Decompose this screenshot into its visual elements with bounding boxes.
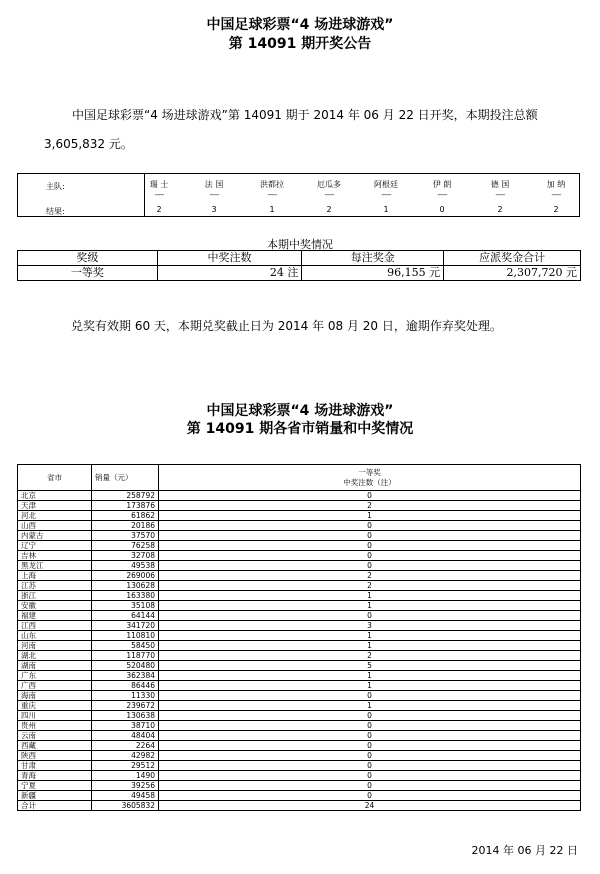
sales-header-prize-level: 一等奖 xyxy=(358,467,381,477)
prize-header-row xyxy=(18,251,581,266)
announcement-subtitle: 第 14091 期开奖公告 xyxy=(228,36,372,52)
sales-winners: 0 xyxy=(159,691,581,701)
sales-winners: 0 xyxy=(159,791,581,801)
sales-amount: 49538 xyxy=(92,561,159,571)
sales-winners: 1 xyxy=(159,641,581,651)
sales-amount: 39256 xyxy=(92,781,159,791)
prize-header-level: 奖级 xyxy=(18,251,158,266)
match-dash: ------ xyxy=(209,191,219,199)
sales-winners: 1 xyxy=(159,511,581,521)
match-dash: ------ xyxy=(551,191,561,199)
sales-amount: 3605832 xyxy=(92,801,159,811)
sales-amount: 20186 xyxy=(92,521,159,531)
sales-row xyxy=(18,541,581,551)
sales-province: 广西 xyxy=(18,681,92,691)
sales-province: 青海 xyxy=(18,771,92,781)
sales-province: 合计 xyxy=(18,801,92,811)
sales-province: 湖南 xyxy=(18,661,92,671)
sales-row xyxy=(18,631,581,641)
sales-amount: 42982 xyxy=(92,751,159,761)
province-sales-table xyxy=(17,464,581,811)
sales-province: 黑龙江 xyxy=(18,561,92,571)
sales-winners: 0 xyxy=(159,561,581,571)
match-team: 加 纳 xyxy=(546,180,566,189)
sales-winners: 0 xyxy=(159,711,581,721)
prize-row xyxy=(18,266,581,281)
sales-row xyxy=(18,571,581,581)
sales-row xyxy=(18,731,581,741)
match-dash: ------ xyxy=(381,191,391,199)
sales-province: 辽宁 xyxy=(18,541,92,551)
match-score: 2 xyxy=(326,205,332,214)
prize-count: 24 注 xyxy=(157,266,302,281)
sales-header-amount: 销量（元） xyxy=(92,465,159,491)
sales-province: 河北 xyxy=(18,511,92,521)
sales-amount: 58450 xyxy=(92,641,159,651)
prize-level: 一等奖 xyxy=(18,266,158,281)
result-label: 结果: xyxy=(46,207,65,216)
sales-amount: 76258 xyxy=(92,541,159,551)
sales-province: 天津 xyxy=(18,501,92,511)
sales-row xyxy=(18,601,581,611)
sales-amount: 258792 xyxy=(92,491,159,501)
sales-winners: 0 xyxy=(159,551,581,561)
sales-winners: 0 xyxy=(159,771,581,781)
sales-row xyxy=(18,751,581,761)
sales-winners: 0 xyxy=(159,781,581,791)
sales-row xyxy=(18,701,581,711)
sales-amount: 35108 xyxy=(92,601,159,611)
sales-province: 宁夏 xyxy=(18,781,92,791)
match-score: 1 xyxy=(269,205,275,214)
sales-amount: 173876 xyxy=(92,501,159,511)
prize-table xyxy=(17,250,581,281)
sales-amount: 86446 xyxy=(92,681,159,691)
announcement-date: 2014 年 06 月 22 日 xyxy=(471,844,578,857)
match-score: 2 xyxy=(497,205,503,214)
sales-amount: 61862 xyxy=(92,511,159,521)
prize-header-total: 应派奖金合计 xyxy=(444,251,581,266)
sales-amount: 269006 xyxy=(92,571,159,581)
sales-winners: 0 xyxy=(159,491,581,501)
sales-row xyxy=(18,791,581,801)
match-team: 厄瓜多 xyxy=(317,180,341,189)
sales-row xyxy=(18,561,581,571)
sales-winners: 0 xyxy=(159,731,581,741)
sales-province: 四川 xyxy=(18,711,92,721)
sales-row xyxy=(18,691,581,701)
sales-winners: 0 xyxy=(159,531,581,541)
sales-row xyxy=(18,521,581,531)
sales-province: 新疆 xyxy=(18,791,92,801)
sales-amount: 49458 xyxy=(92,791,159,801)
intro-line-2: 3,605,832 元。 xyxy=(44,137,133,151)
sales-amount: 2264 xyxy=(92,741,159,751)
sales-province: 西藏 xyxy=(18,741,92,751)
sales-province: 海南 xyxy=(18,691,92,701)
match-team: 阿根廷 xyxy=(374,180,398,189)
sales-winners: 1 xyxy=(159,601,581,611)
sales-amount: 38710 xyxy=(92,721,159,731)
sales-winners: 2 xyxy=(159,581,581,591)
match-dash: ------ xyxy=(437,191,447,199)
sales-province: 山西 xyxy=(18,521,92,531)
match-score: 2 xyxy=(553,205,559,214)
match-score: 1 xyxy=(383,205,389,214)
sales-amount: 32708 xyxy=(92,551,159,561)
match-results-table xyxy=(17,173,580,217)
sales-province: 福建 xyxy=(18,611,92,621)
sales-province: 江西 xyxy=(18,621,92,631)
intro-line-1: 中国足球彩票“4 场进球游戏”第 14091 期于 2014 年 06 月 22 日开奖，本期投注总额 xyxy=(72,108,538,122)
sales-row xyxy=(18,771,581,781)
match-score: 0 xyxy=(439,205,445,214)
sales-total-row xyxy=(18,801,581,811)
sales-row xyxy=(18,781,581,791)
redemption-notice: 兑奖有效期 60 天，本期兑奖截止日为 2014 年 08 月 20 日，逾期作弃奖处理。 xyxy=(71,319,502,333)
sales-amount: 239672 xyxy=(92,701,159,711)
sales-winners: 0 xyxy=(159,761,581,771)
sales-province: 北京 xyxy=(18,491,92,501)
sales-province: 甘肃 xyxy=(18,761,92,771)
sales-winners: 24 xyxy=(159,801,581,811)
match-team: 德 国 xyxy=(490,180,510,189)
sales-amount: 64144 xyxy=(92,611,159,621)
sales-row xyxy=(18,581,581,591)
sales-province: 上海 xyxy=(18,571,92,581)
match-dash: ------ xyxy=(267,191,277,199)
match-dash: ------ xyxy=(495,191,505,199)
sales-amount: 1490 xyxy=(92,771,159,781)
prize-total: 2,307,720 元 xyxy=(444,266,581,281)
sales-amount: 110810 xyxy=(92,631,159,641)
sales-row xyxy=(18,591,581,601)
sales-winners: 0 xyxy=(159,741,581,751)
sales-winners: 1 xyxy=(159,591,581,601)
sales-amount: 11330 xyxy=(92,691,159,701)
sales-amount: 29512 xyxy=(92,761,159,771)
sales-winners: 3 xyxy=(159,621,581,631)
sales-winners: 0 xyxy=(159,751,581,761)
sales-amount: 341720 xyxy=(92,621,159,631)
sales-amount: 362384 xyxy=(92,671,159,681)
sales-row xyxy=(18,721,581,731)
match-team: 伊 朗 xyxy=(432,180,452,189)
sales-amount: 37570 xyxy=(92,531,159,541)
home-team-label: 主队: xyxy=(46,182,65,191)
sales-winners: 1 xyxy=(159,671,581,681)
sales-winners: 1 xyxy=(159,701,581,711)
sales-province: 湖北 xyxy=(18,651,92,661)
match-score: 2 xyxy=(156,205,162,214)
sales-province: 浙江 xyxy=(18,591,92,601)
sales-winners: 0 xyxy=(159,521,581,531)
prize-per-bet: 96,155 元 xyxy=(302,266,444,281)
sales-row xyxy=(18,641,581,651)
sales-province: 陕西 xyxy=(18,751,92,761)
sales-winners: 2 xyxy=(159,651,581,661)
sales-header-province: 省市 xyxy=(18,465,92,491)
sales-winners: 5 xyxy=(159,661,581,671)
sales-row xyxy=(18,511,581,521)
announcement-title: 中国足球彩票“4 场进球游戏” xyxy=(206,17,394,33)
sales-amount: 130638 xyxy=(92,711,159,721)
prize-header-per-bet: 每注奖金 xyxy=(302,251,444,266)
sales-winners: 0 xyxy=(159,721,581,731)
sales-amount: 130628 xyxy=(92,581,159,591)
match-team: 法 国 xyxy=(204,180,224,189)
sales-province: 吉林 xyxy=(18,551,92,561)
match-team: 洪都拉 xyxy=(260,180,284,189)
sales-row xyxy=(18,551,581,561)
sales-amount: 520480 xyxy=(92,661,159,671)
sales-province: 内蒙古 xyxy=(18,531,92,541)
sales-row xyxy=(18,711,581,721)
sales-amount: 118770 xyxy=(92,651,159,661)
sales-header-row xyxy=(18,465,581,491)
sales-winners: 0 xyxy=(159,611,581,621)
sales-row xyxy=(18,621,581,631)
sales-province: 贵州 xyxy=(18,721,92,731)
prize-caption: 本期中奖情况 xyxy=(267,238,333,251)
sales-winners: 2 xyxy=(159,571,581,581)
prize-header-count: 中奖注数 xyxy=(157,251,302,266)
sales-row xyxy=(18,531,581,541)
sales-province: 安徽 xyxy=(18,601,92,611)
match-score: 3 xyxy=(211,205,217,214)
sales-row xyxy=(18,491,581,501)
sales-subtitle: 第 14091 期各省市销量和中奖情况 xyxy=(186,421,414,437)
sales-winners: 0 xyxy=(159,541,581,551)
sales-province: 山东 xyxy=(18,631,92,641)
match-dash: ------ xyxy=(324,191,334,199)
sales-winners: 1 xyxy=(159,681,581,691)
sales-amount: 163380 xyxy=(92,591,159,601)
sales-province: 江苏 xyxy=(18,581,92,591)
match-dash: ------ xyxy=(154,191,164,199)
sales-row xyxy=(18,741,581,751)
sales-row xyxy=(18,681,581,691)
sales-winners: 1 xyxy=(159,631,581,641)
sales-amount: 48404 xyxy=(92,731,159,741)
sales-header-prize-count: 中奖注数（注） xyxy=(343,477,396,487)
sales-province: 广东 xyxy=(18,671,92,681)
sales-province: 河南 xyxy=(18,641,92,651)
sales-body xyxy=(18,491,581,811)
sales-winners: 2 xyxy=(159,501,581,511)
match-team: 瑞 士 xyxy=(149,180,169,189)
sales-row xyxy=(18,661,581,671)
sales-province: 云南 xyxy=(18,731,92,741)
sales-row xyxy=(18,501,581,511)
sales-title: 中国足球彩票“4 场进球游戏” xyxy=(206,403,394,419)
sales-row xyxy=(18,671,581,681)
sales-row xyxy=(18,761,581,771)
sales-row xyxy=(18,611,581,621)
sales-header-prize xyxy=(159,465,581,491)
sales-row xyxy=(18,651,581,661)
sales-province: 重庆 xyxy=(18,701,92,711)
